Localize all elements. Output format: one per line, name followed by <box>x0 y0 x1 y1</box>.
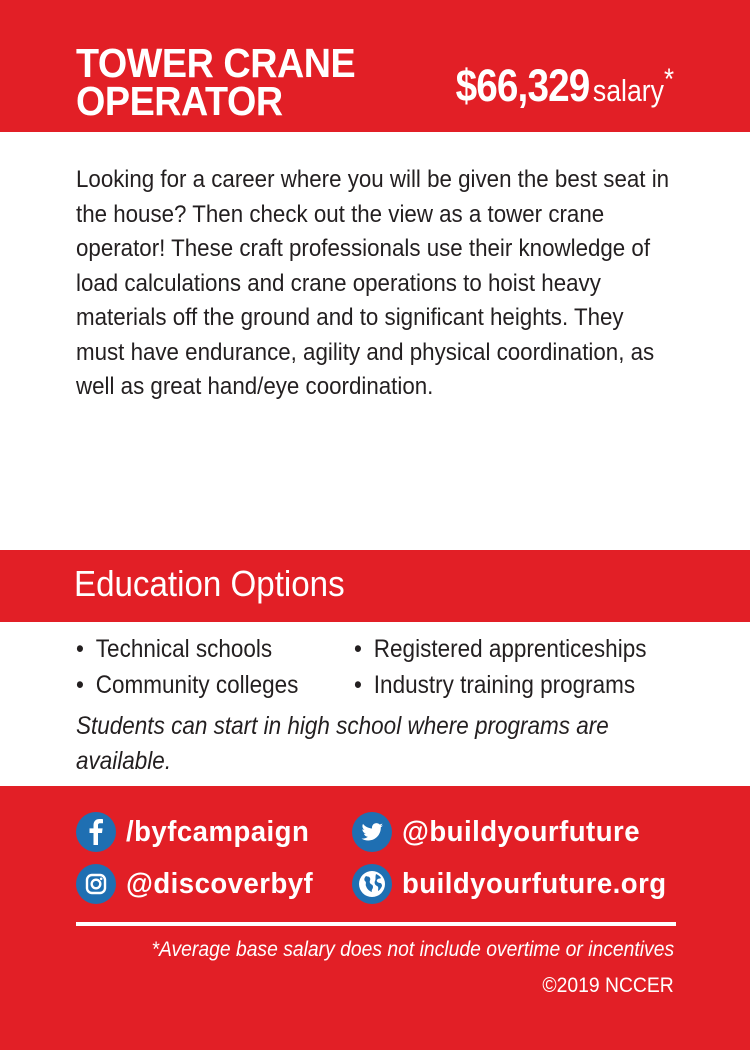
job-title-line-2: OPERATOR <box>76 78 283 124</box>
salary-amount: $66,329 <box>455 60 590 111</box>
education-option-label: Industry training programs <box>373 671 636 699</box>
education-option <box>76 632 272 666</box>
salary-disclaimer: *Average base salary does not include overtime or incentives <box>151 938 674 961</box>
website-link[interactable] <box>352 864 681 904</box>
instagram-icon <box>76 864 116 904</box>
website-handle: buildyourfuture.org <box>402 867 667 900</box>
education-option <box>354 668 635 702</box>
education-option-label: Technical schools <box>95 635 273 663</box>
education-header-bar <box>0 550 750 622</box>
facebook-icon <box>76 812 116 852</box>
facebook-link[interactable] <box>76 812 319 852</box>
job-title <box>76 40 380 124</box>
education-option <box>76 668 298 702</box>
education-option-label: Community colleges <box>95 671 299 699</box>
footer-bar <box>0 786 750 1050</box>
bullet-icon: • <box>354 671 362 699</box>
salary-asterisk: * <box>663 63 674 96</box>
bullet-icon: • <box>354 635 362 663</box>
salary-label: salary <box>592 73 664 108</box>
header-bar <box>0 0 750 132</box>
education-heading: Education Options <box>74 563 345 604</box>
copyright: ©2019 NCCER <box>542 974 674 997</box>
globe-icon <box>352 864 392 904</box>
career-description: Looking for a career where you will be given the best seat in the house? Then check out the view as a tower crane operator! These craft professionals use their knowledge of load calculations and crane operations to hoist heavy materials off the ground and to significant heights. They must have endurance, agility and physical coordination, as well as great hand/eye coordination. <box>76 166 670 400</box>
bullet-icon: • <box>76 635 84 663</box>
education-option <box>354 632 646 666</box>
facebook-handle: /byfcampaign <box>126 815 310 848</box>
footer-divider <box>76 922 676 926</box>
education-option-label: Registered apprenticeships <box>373 635 647 663</box>
instagram-handle: @discoverbyf <box>126 867 314 900</box>
education-note: Students can start in high school where programs are available. <box>76 712 609 775</box>
salary <box>456 60 674 112</box>
twitter-icon <box>352 812 392 852</box>
job-title-line-1: TOWER CRANE <box>76 40 356 86</box>
twitter-handle: @buildyourfuture <box>402 815 641 848</box>
twitter-link[interactable] <box>352 812 653 852</box>
bullet-icon: • <box>76 671 84 699</box>
instagram-link[interactable] <box>76 864 323 904</box>
